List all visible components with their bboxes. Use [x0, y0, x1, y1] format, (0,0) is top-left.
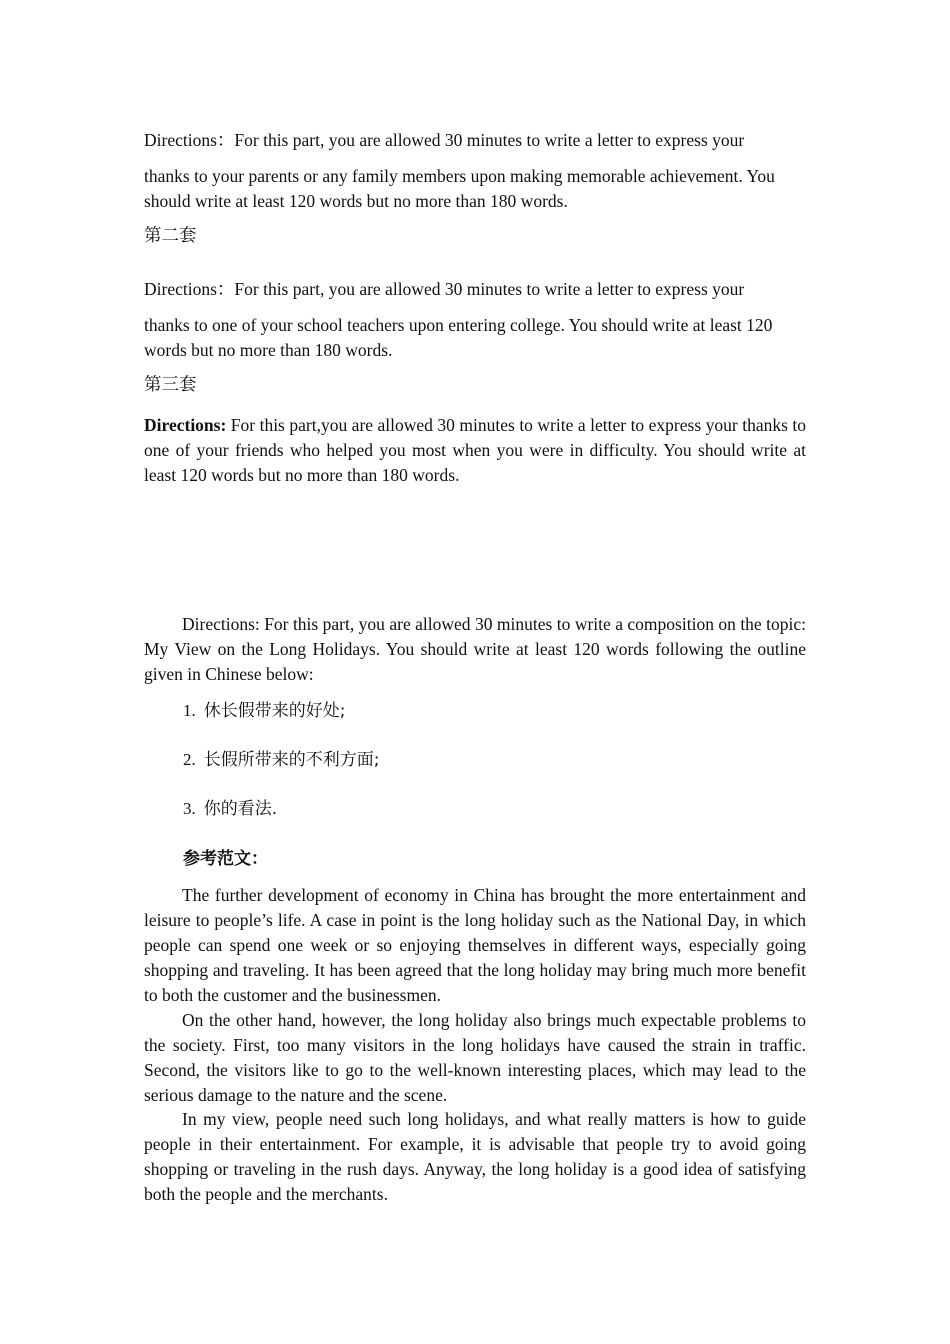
- set2-heading: 第二套: [144, 226, 197, 246]
- outline-item-1-text: 休长假带来的好处;: [203, 701, 346, 721]
- outline-item-1-number: 1.: [183, 701, 196, 720]
- outline-item-3: [183, 796, 277, 822]
- set4-directions: Directions: For this part, you are allowed 30 minutes to write a composition on the topic: My View on the Long Holidays. You should write at least 120 words following the outline given in Chinese below:: [144, 614, 806, 684]
- sample-essay-paragraph-1: The further development of economy in China has brought the more entertainment and leisure to people’s life. A case in point is the long holiday such as the National Day, in which people can spend one week or so enjoying themselves in different ways, especially going shopping and traveling. It has been agreed that the long holiday may bring much more benefit to both the customer and the businessmen.: [144, 885, 806, 1005]
- set3-heading: 第三套: [144, 375, 197, 395]
- sample-essay-paragraph-3: In my view, people need such long holidays, and what really matters is how to guide people in their entertainment. For example, it is advisable that people try to avoid going shopping or traveling in the rush days. Anyway, the long holiday is a good idea of satisfying both the people and the merchants.: [144, 1109, 806, 1204]
- set1-directions-line1: Directions：For this part, you are allowed 30 minutes to write a letter to express your: [144, 130, 745, 150]
- outline-item-3-text: 你的看法.: [203, 799, 278, 819]
- outline-item-1: [183, 698, 345, 724]
- outline-item-3-number: 3.: [183, 799, 196, 818]
- sample-essay-paragraph-2: On the other hand, however, the long holiday also brings much expectable problems to the society. First, too many visitors in the long holidays have caused the strain in traffic. Second, the visitors like to go to the well-known interesting places, which may lead to the serious damage to the nature and the scene.: [144, 1010, 806, 1105]
- set1-directions-rest: thanks to your parents or any family members upon making memorable achievement. You should write at least 120 words but no more than 180 words.: [144, 166, 775, 211]
- outline-item-2-text: 长假所带来的不利方面;: [203, 750, 380, 770]
- sample-essay-heading: 参考范文：: [183, 849, 268, 869]
- set2-directions-line1: Directions：For this part, you are allowed 30 minutes to write a letter to express your: [144, 279, 745, 299]
- outline-item-2: [183, 747, 379, 773]
- set3-directions: [144, 413, 806, 488]
- outline-item-2-number: 2.: [183, 750, 196, 769]
- set3-directions-label: Directions:: [144, 415, 227, 435]
- set2-directions-rest: thanks to one of your school teachers upon entering college. You should write at least 120 words but no more than 180 words.: [144, 315, 773, 360]
- set3-directions-text: For this part,you are allowed 30 minutes to write a letter to express your thanks to one of your friends who helped you most when you were in difficulty. You should write at least 120 words but no more than 180 words.: [144, 415, 806, 485]
